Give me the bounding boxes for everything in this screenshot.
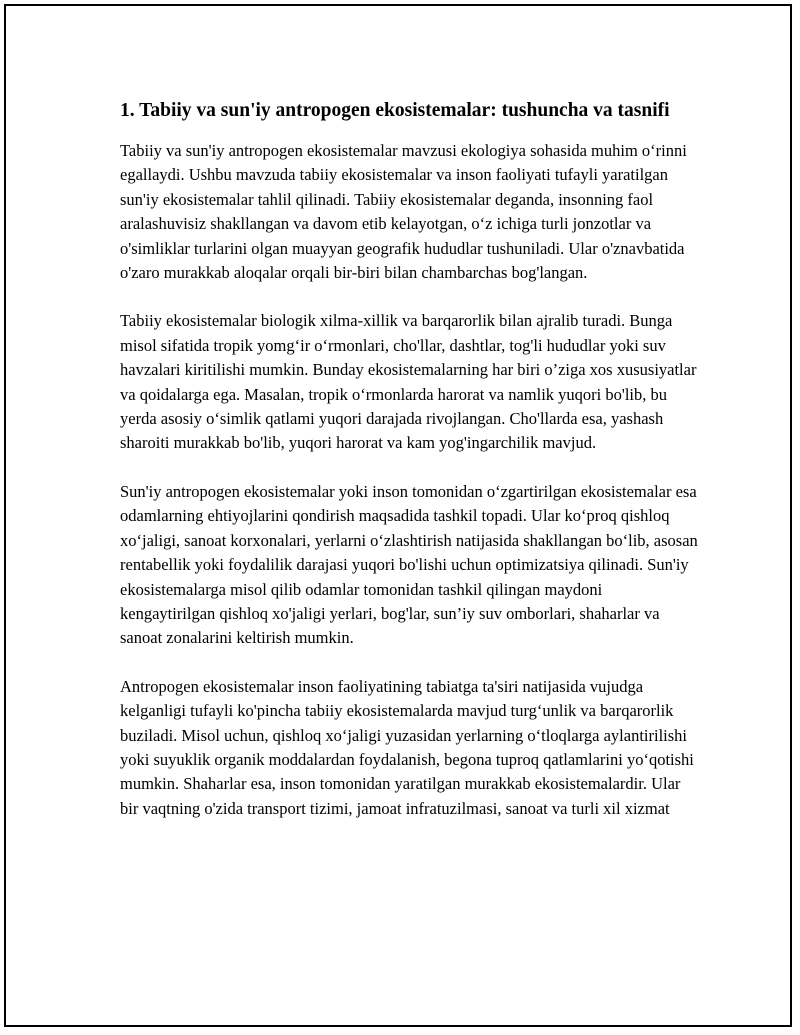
paragraph-3: Sun'iy antropogen ekosistemalar yoki inson tomonidan o‘zgartirilgan ekosistemalar esa odamlarning ehtiyojlarini qondirish maqsadida tashkil topadi. Ular ko‘proq qishloq xo‘jaligi, sanoat korxonalari, yerlarni o‘zlashtirish natijasida shakllangan bo‘lib, asosan rentabellik yoki foydalilik darajasi yuqori bo'lishi uchun optimizatsiya qilinadi. Sun'iy ekosistemalarga misol qilib odamlar tomonidan tashkil qilingan maydoni kengaytirilgan qishloq xo'jaligi yerlari, bog'lar, sun’iy suv omborlari, shaharlar va sanoat zonalarini keltirish mumkin. bbox=[120, 481, 698, 648]
section-heading: 1. Tabiiy va sun'iy antropogen ekosistemalar: tushuncha va tasnifi bbox=[120, 100, 670, 121]
paragraph-1: Tabiiy va sun'iy antropogen ekosistemalar mavzusi ekologiya sohasida muhim o‘rinni egallaydi. Ushbu mavzuda tabiiy ekosistemalar va inson faoliyati tufayli yaratilgan sun'iy ekosistemalar tahlil qilinadi. Tabiiy ekosistemalar deganda, insonning faol aralashuvisiz shakllangan va davom etib kelayotgan, o‘z ichiga turli jonzotlar va o'simliklar turlarini olgan muayyan geografik hududlar tushuniladi. Ular o'znavbatida o'zaro murakkab aloqalar orqali bir-biri bilan chambarchas bog'langan. bbox=[120, 141, 687, 283]
document-body bbox=[120, 97, 700, 845]
paragraph-4: Antropogen ekosistemalar inson faoliyatining tabiatga ta'siri natijasida vujudga kelganligi tufayli ko'pincha tabiiy ekosistemalarda mavjud turg‘unlik va barqarorlik buziladi. Misol uchun, qishloq xo‘jaligi yuzasidan yerlarning o‘tloqlarga aylantirilishi yoki suyuklik organik moddalardan foydalanish, begona tuproq qatlamlarini yo‘qotishi mumkin. Shaharlar esa, inson tomonidan yaratilgan murakkab ekosistemalardir. Ular bir vaqtning o'zida transport tizimi, jamoat infratuzilmasi, sanoat va turli xil xizmat bbox=[120, 676, 694, 818]
document-page bbox=[4, 4, 792, 1027]
paragraph-2: Tabiiy ekosistemalar biologik xilma-xillik va barqarorlik bilan ajralib turadi. Bunga misol sifatida tropik yomg‘ir o‘rmonlari, cho'llar, dashtlar, tog'li hududlar yoki suv havzalari kiritilishi mumkin. Bunday ekosistemalarning har biri o’ziga xos xususiyatlar va qoidalarga ega. Masalan, tropik o‘rmonlarda harorat va namlik yuqori bo'lib, bu yerda asosiy o‘simlik qatlami yuqori darajada rivojlangan. Cho'llarda esa, yashash sharoiti murakkab bo'lib, yuqori harorat va kam yog'ingarchilik mavjud. bbox=[120, 311, 697, 453]
